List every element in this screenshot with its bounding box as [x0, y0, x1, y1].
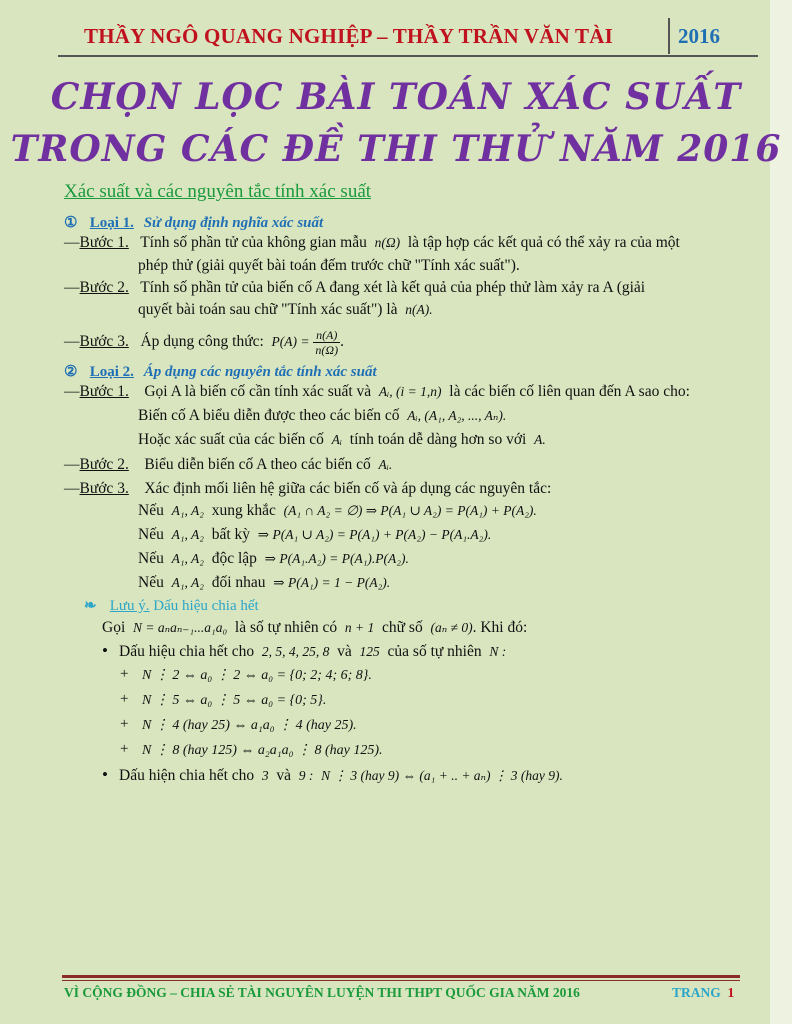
note-heading — [84, 596, 259, 615]
note-desc: Dấu hiệu chia hết — [153, 598, 259, 614]
note-text: Dấu hiện chia hết cho — [119, 767, 255, 784]
math-9: 9 : — [298, 768, 314, 783]
loai2-step1-line2 — [138, 407, 506, 425]
main-title-line2: TRONG CÁC ĐỀ THI THỬ NĂM 2016 — [10, 128, 782, 170]
step-text: Xác định mối liên hệ giữa các biến cố và áp dụng các nguyên tắc: — [144, 480, 552, 497]
rule-keyword: bất kỳ — [211, 526, 251, 543]
math-an-nonzero: (aₙ ≠ 0) — [430, 620, 473, 635]
math-number-n: N = aₙaₙ₋₁...a₁a₀ — [133, 620, 228, 635]
rule-pre: Nếu — [138, 574, 164, 591]
loai2-number: ② — [64, 364, 78, 380]
main-title-line1: CHỌN LỌC BÀI TOÁN XÁC SUẤT — [50, 76, 742, 118]
probability-fraction — [313, 328, 340, 357]
plus-marker: + — [120, 741, 129, 757]
step-text: là các biến cố liên quan đến A sao cho: — [449, 383, 690, 400]
step-text: Biến cố A biểu diễn được theo các biến cố — [138, 407, 400, 424]
plus-marker: + — [120, 691, 129, 707]
math-n-plus-1: n + 1 — [344, 620, 375, 635]
note-text: và — [337, 643, 352, 660]
page-num: 1 — [727, 985, 735, 1000]
loai1-number: ① — [64, 215, 78, 231]
step-label: Bước 3. — [79, 333, 129, 351]
note-text: . Khi đó: — [472, 619, 528, 636]
loai2-label: Loại 2. — [89, 364, 134, 380]
page-number — [672, 985, 734, 1001]
rule-div-5: N ⋮ 5 ⇔ a₀ ⋮ 5 ⇔ a₀ = {0; 5}. — [142, 693, 327, 708]
step-label: Bước 2. — [79, 456, 129, 473]
math-n: N : — [489, 644, 507, 659]
rule-pair: A₁, A₂ — [171, 503, 204, 518]
note-text: và — [276, 767, 292, 784]
math-ai: Aᵢ, (i = 1,n) — [378, 384, 442, 399]
rule-formula: ⇒ P(A₁) = 1 − P(A₂). — [273, 575, 391, 590]
step-text: quyết bài toán sau chữ "Tính xác suất") là — [138, 301, 398, 318]
rule-pre: Nếu — [138, 502, 164, 519]
header-year: 2016 — [678, 24, 720, 48]
header-title: THẦY NGÔ QUANG NGHIỆP – THẦY TRẦN VĂN TÀI — [84, 24, 613, 48]
step-text: Tính số phần tử của biến cố A đang xét là kết quả của phép thử làm xảy ra A (giải — [140, 279, 646, 296]
rule-keyword: độc lập — [211, 550, 257, 567]
rule-div-4: N ⋮ 4 (hay 25) ⇔ a₁a₀ ⋮ 4 (hay 25). — [142, 718, 357, 733]
section-title: Xác suất và các nguyên tắc tính xác suất — [64, 181, 372, 202]
math-n-omega: n(Ω) — [374, 235, 401, 250]
rule-pair: A₁, A₂ — [171, 575, 204, 590]
plus-marker: + — [120, 666, 129, 682]
note-text: Dấu hiệu chia hết cho — [119, 643, 255, 660]
step-text: Gọi A là biến cố cần tính xác suất và — [144, 383, 372, 400]
step-label: Bước 1. — [79, 383, 129, 400]
rule-div-3-9: N ⋮ 3 (hay 9) ⇔ (a₁ + .. + aₙ) ⋮ 3 (hay 9). — [321, 768, 563, 783]
loai1-desc: Sử dụng định nghĩa xác suất — [143, 215, 324, 231]
loai2-desc: Áp dụng các nguyên tắc tính xác suất — [143, 364, 377, 380]
rule-pair: A₁, A₂ — [171, 527, 204, 542]
math-ai-list: Aᵢ, (A₁, A₂, ..., Aₙ). — [407, 408, 507, 423]
loai2-heading — [64, 362, 377, 381]
fraction-numerator: n(A) — [313, 328, 340, 343]
math-3: 3 — [261, 768, 269, 783]
note-text: chữ số — [382, 619, 423, 636]
math-ai: Aᵢ — [331, 432, 343, 447]
step-text: Biểu diễn biến cố A theo các biến cố — [144, 456, 371, 473]
rule-formula: ⇒ P(A₁ ∪ A₂) = P(A₁) + P(A₂) − P(A₁.A₂). — [257, 527, 492, 542]
math-125: 125 — [359, 644, 380, 659]
plus-marker: + — [120, 716, 129, 732]
page-header — [58, 18, 758, 58]
math-a: A. — [534, 432, 546, 447]
rule-keyword: đối nhau — [211, 574, 266, 591]
rule-pre: Nếu — [138, 550, 164, 567]
math-n-a: n(A). — [405, 302, 433, 317]
step-text: là tập hợp các kết quả có thể xảy ra của một — [407, 234, 680, 251]
loai1-step1-cont: phép thử (giải quyết bài toán đếm trước chữ "Tính xác suất"). — [138, 257, 520, 274]
rule-row — [138, 550, 409, 568]
rule-pair: A₁, A₂ — [171, 551, 204, 566]
note-text: là số tự nhiên có — [234, 619, 338, 636]
rule-formula: ⇒ P(A₁.A₂) = P(A₁).P(A₂). — [264, 551, 409, 566]
loai2-step2: —Bước 2. Biểu diễn biến cố A theo các biến cố Aᵢ. — [64, 456, 393, 473]
header-divider — [668, 18, 670, 54]
step-text: Hoặc xác suất của các biến cố — [138, 431, 324, 448]
note-bullet1 — [119, 643, 506, 661]
math-ai: Aᵢ. — [378, 457, 393, 472]
note-bullet2 — [119, 767, 563, 785]
loai2-step1-line3 — [138, 431, 546, 449]
step-label: Bước 2. — [79, 279, 129, 296]
loai1-step2: —Bước 2. Tính số phần tử của biến cố A đang xét là kết quả của phép thử làm xảy ra A (giải — [64, 279, 646, 296]
loai2-step3: —Bước 3. Xác định mối liên hệ giữa các biến cố và áp dụng các nguyên tắc: — [64, 480, 552, 497]
step-text: tính toán dễ dàng hơn so với — [349, 431, 527, 448]
header-rule — [58, 55, 758, 57]
loai1-label: Loại 1. — [89, 215, 134, 231]
fraction-denominator: n(Ω) — [315, 343, 339, 357]
step-label: Bước 1. — [79, 234, 129, 251]
leaf-icon: ❧ — [84, 598, 97, 614]
loai1-step2-cont — [138, 301, 433, 319]
loai1-step1: —Bước 1. Tính số phần tử của không gian mẫu n(Ω) là tập hợp các kết quả có thể xảy ra của một — [64, 234, 680, 251]
rule-keyword: xung khắc — [211, 502, 276, 519]
rule-pre: Nếu — [138, 526, 164, 543]
step-text: Tính số phần tử của không gian mẫu — [140, 234, 367, 251]
math-divisors: 2, 5, 4, 25, 8 — [261, 644, 330, 659]
note-intro — [102, 619, 527, 637]
step-text: Áp dụng công thức: — [140, 333, 264, 351]
rule-row — [138, 526, 491, 544]
rule-formula: (A₁ ∩ A₂ = ∅) ⇒ P(A₁ ∪ A₂) = P(A₁) + P(A₂). — [283, 503, 537, 518]
note-label: Lưu ý. — [109, 598, 150, 614]
rule-div-2: N ⋮ 2 ⇔ a₀ ⋮ 2 ⇔ a₀ = {0; 2; 4; 6; 8}. — [142, 668, 372, 683]
page-label: TRANG — [672, 985, 721, 1000]
step-label: Bước 3. — [79, 480, 129, 497]
loai1-step3: —Bước 3. Áp dụng công thức: P(A) = $\frac{n(A)}{n(\Omega)}$ . — [64, 328, 344, 357]
loai2-step1: —Bước 1. Gọi A là biến cố cần tính xác suất và Aᵢ, (i = 1,n) là các biến cố liên quan đến A sao cho: — [64, 383, 690, 400]
footer-rule-thin — [62, 980, 740, 981]
bullet-dot: • — [102, 641, 108, 660]
math-pa: P(A) = — [271, 334, 310, 350]
footer-text: VÌ CỘNG ĐỒNG – CHIA SẺ TÀI NGUYÊN LUYỆN THI THPT QUỐC GIA NĂM 2016 — [64, 985, 580, 1000]
period: . — [340, 333, 344, 351]
rule-div-8: N ⋮ 8 (hay 125) ⇔ a₂a₁a₀ ⋮ 8 (hay 125). — [142, 743, 383, 758]
rule-row — [138, 502, 537, 520]
note-text: Gọi — [102, 619, 126, 636]
footer-rule — [62, 975, 740, 978]
note-text: của số tự nhiên — [387, 643, 482, 660]
bullet-dot: • — [102, 765, 108, 784]
loai1-heading — [64, 213, 323, 232]
rule-row — [138, 574, 390, 592]
